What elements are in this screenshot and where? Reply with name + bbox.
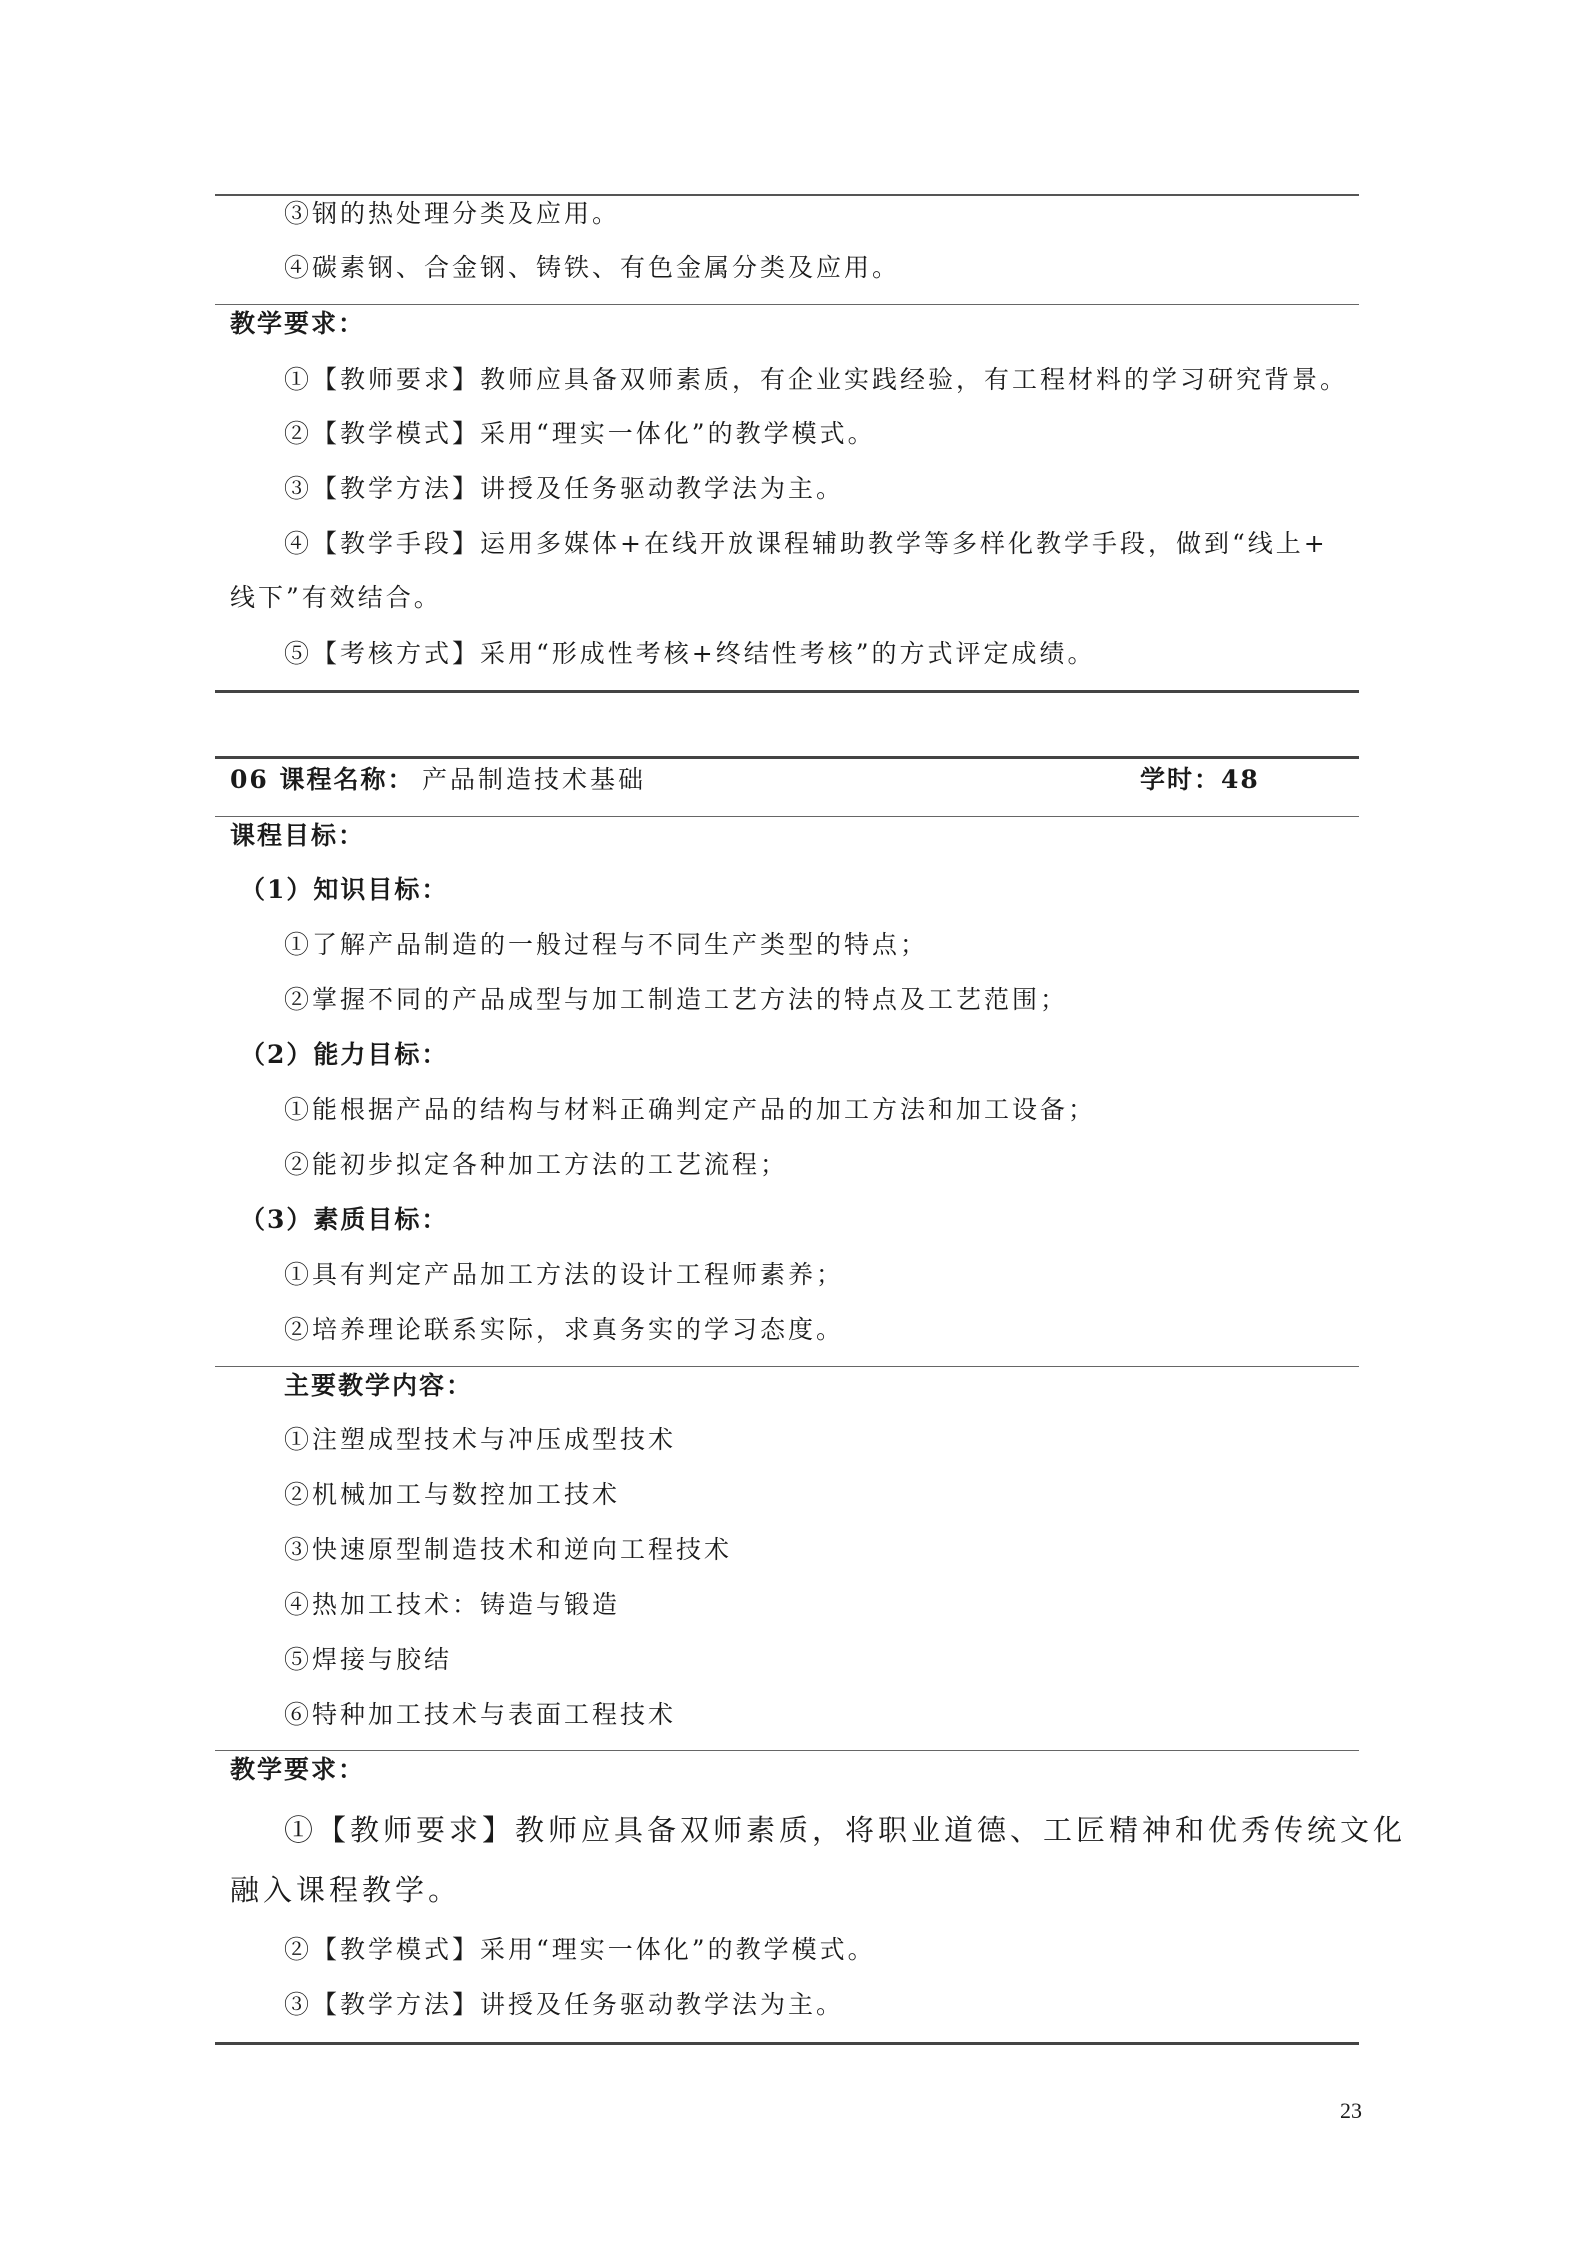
table-border-bottom — [215, 2042, 1359, 2045]
requirements-heading: 教学要求： — [230, 1755, 366, 1784]
ability-objectives-heading: （2）能力目标： — [240, 1040, 449, 1069]
course-number-label: 06 课程名称： — [230, 765, 415, 794]
objectives-heading: 课程目标： — [230, 821, 366, 850]
requirement-item-continuation: 融入课程教学。 — [230, 1873, 462, 1907]
requirement-item: ①【教师要求】教师应具备双师素质，将职业道德、工匠精神和优秀传统文化 — [284, 1813, 1407, 1847]
course-name: 产品制造技术基础 — [422, 765, 647, 794]
page-number: 23 — [1340, 2098, 1362, 2123]
content-item: ③快速原型制造技术和逆向工程技术 — [284, 1535, 733, 1564]
requirement-item: ④【教学手段】运用多媒体+在线开放课程辅助教学等多样化教学手段，做到“线上+ — [284, 529, 1328, 558]
content-item: ③钢的热处理分类及应用。 — [284, 199, 621, 228]
content-item: ①注塑成型技术与冲压成型技术 — [284, 1425, 677, 1454]
objective-item: ②能初步拟定各种加工方法的工艺流程； — [284, 1150, 789, 1179]
objective-item: ①具有判定产品加工方法的设计工程师素养； — [284, 1260, 845, 1289]
main-content-heading: 主要教学内容： — [284, 1371, 474, 1400]
table-divider — [215, 816, 1359, 817]
requirement-item: ①【教师要求】教师应具备双师素质，有企业实践经验，有工程材料的学习研究背景。 — [284, 365, 1349, 394]
objective-item: ①了解产品制造的一般过程与不同生产类型的特点； — [284, 930, 929, 959]
objective-item: ②掌握不同的产品成型与加工制造工艺方法的特点及工艺范围； — [284, 985, 1069, 1014]
objective-item: ①能根据产品的结构与材料正确判定产品的加工方法和加工设备； — [284, 1095, 1097, 1124]
requirement-item: ③【教学方法】讲授及任务驱动教学法为主。 — [284, 474, 845, 503]
content-item: ②机械加工与数控加工技术 — [284, 1480, 621, 1509]
table-divider — [215, 1750, 1359, 1751]
objective-item: ②培养理论联系实际，求真务实的学习态度。 — [284, 1315, 845, 1344]
content-item: ⑤焊接与胶结 — [284, 1645, 453, 1674]
requirement-item: ⑤【考核方式】采用“形成性考核+终结性考核”的方式评定成绩。 — [284, 639, 1096, 668]
requirement-item: ②【教学模式】采用“理实一体化”的教学模式。 — [284, 1935, 876, 1964]
content-item: ⑥特种加工技术与表面工程技术 — [284, 1700, 677, 1729]
table-border-bottom — [215, 690, 1359, 693]
requirement-item: ②【教学模式】采用“理实一体化”的教学模式。 — [284, 419, 876, 448]
content-item: ④碳素钢、合金钢、铸铁、有色金属分类及应用。 — [284, 253, 901, 282]
requirements-heading: 教学要求： — [230, 309, 366, 338]
table-divider — [215, 304, 1359, 305]
quality-objectives-heading: （3）素质目标： — [240, 1205, 449, 1234]
requirement-item: ③【教学方法】讲授及任务驱动教学法为主。 — [284, 1990, 845, 2019]
content-item: ④热加工技术：铸造与锻造 — [284, 1590, 621, 1619]
knowledge-objectives-heading: （1）知识目标： — [240, 875, 449, 904]
table-border-top — [215, 756, 1359, 759]
requirement-item-continuation: 线下”有效结合。 — [230, 583, 442, 612]
course-hours: 学时：48 — [1140, 765, 1260, 794]
